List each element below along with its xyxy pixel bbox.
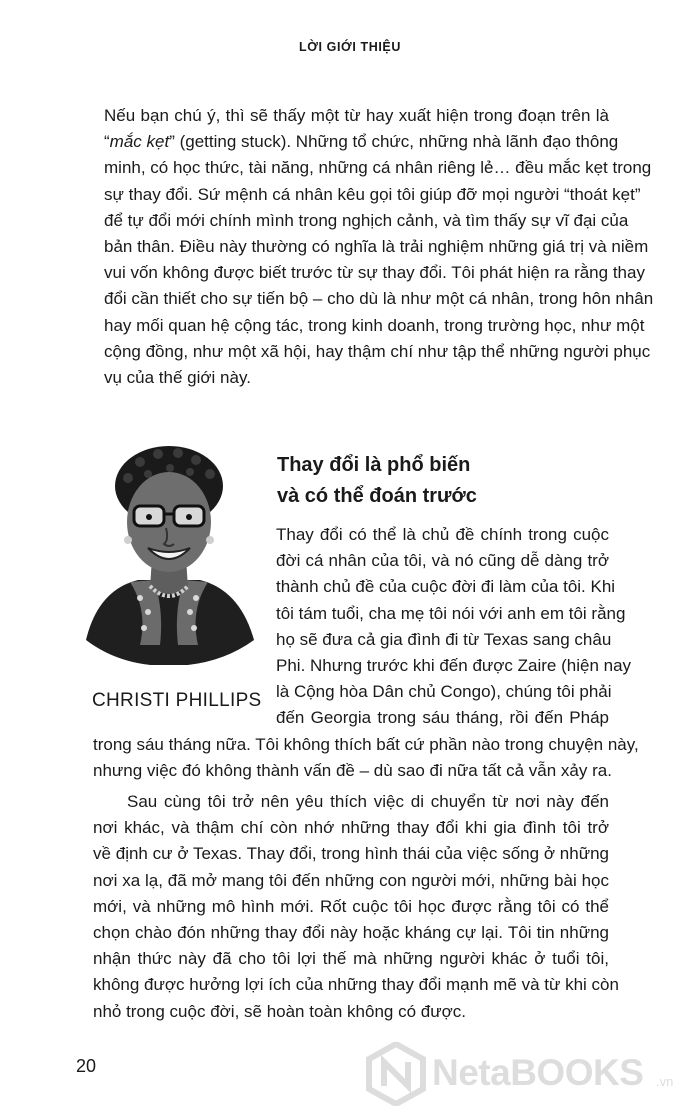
text-line: họ sẽ đưa cả gia đình đi từ Texas sang châu (276, 629, 612, 649)
text-line: Thay đổi có thể là chủ đề chính trong cuộc (276, 525, 609, 544)
text-line: sự thay đổi. Sứ mệnh cá nhân kêu gọi tôi giúp đỡ mọi người “thoát kẹt” (104, 184, 641, 204)
author-portrait (78, 440, 260, 665)
story-paragraph (276, 522, 632, 732)
text-line: nhỏ trong cuộc đời, sẽ hoàn toàn không có được. (93, 1001, 466, 1021)
italic-term: mắc kẹt (109, 132, 170, 152)
text-line: vui vốn không được biết trước từ sự thay đổi. Tôi phát hiện ra rằng thay (104, 263, 645, 283)
text-line: nhưng việc đó không thành vấn đề – dù sao đi nữa tất cả vẫn xảy ra. (93, 761, 612, 781)
author-name: CHRISTI PHILLIPS (92, 690, 262, 711)
text-line: nhận thức này đã cho tôi lợi thế mà những người khác ở tuổi tôi, (93, 949, 609, 969)
section-title-line: và có thể đoán trước (277, 485, 477, 507)
text-line: đời cá nhân của tôi, và nó cũng dễ dàng trở (276, 551, 609, 571)
text-line: để tự đổi mới chính mình trong nghịch cảnh, và tìm thấy sự vĩ đại của (104, 210, 629, 230)
intro-paragraph (104, 103, 654, 391)
text-line: Sau cùng tôi trở nên yêu thích việc di chuyển từ nơi này đến (127, 792, 609, 811)
page-number: 20 (76, 1056, 97, 1076)
text-line: thành chủ đề của cuộc đời đi làm của tôi. Khi (276, 577, 616, 597)
text-line: nơi khác, và thậm chí còn nhớ những thay đổi khi gia đình tôi trở (93, 818, 609, 838)
watermark-logo-icon (366, 1042, 426, 1106)
text-line: “mắc kẹt” (getting stuck). Những tổ chức, những nhà lãnh đạo thông (104, 132, 619, 152)
text-line: không được hưởng lợi ích của những thay đổi mạnh mẽ và từ khi còn (93, 975, 619, 995)
text-line: về định cư ở Texas. Thay đổi, trong hình thái của việc sống ở những (93, 844, 609, 864)
watermark (366, 1040, 696, 1110)
reflection-paragraph (93, 789, 619, 1025)
text-line: hay mối quan hệ cộng tác, trong kinh doanh, trong trường học, như một (104, 315, 645, 335)
text-line: tôi tám tuổi, cha mẹ tôi nói với anh em tôi rằng (276, 603, 626, 623)
text-line: là Cộng hòa Dân chủ Congo), chúng tôi phải (276, 682, 612, 702)
section-title (277, 450, 477, 512)
text-line: bản thân. Điều này thường có nghĩa là trải nghiệm những giá trị và niềm (104, 236, 649, 256)
watermark-text: NetaBOOKS (432, 1052, 644, 1093)
text-line: mới, và những mô hình mới. Rốt cuộc tôi học được rằng tôi có thể (93, 896, 609, 916)
text-line: vụ của thế giới này. (104, 367, 251, 387)
text-line: trong sáu tháng nữa. Tôi không thích bất cứ phần nào trong chuyện này, (93, 735, 639, 754)
watermark-suffix: .vn (656, 1074, 674, 1089)
text-line: Phi. Nhưng trước khi đến được Zaire (hiện nay (276, 655, 632, 675)
running-head: LỜI GIỚI THIỆU (299, 40, 401, 54)
section-title-line: Thay đổi là phổ biến (277, 454, 471, 476)
text-line: chọn chào đón những thay đổi này hoặc kháng cự lại. Tôi tin những (93, 922, 609, 942)
text-line: Nếu bạn chú ý, thì sẽ thấy một từ hay xuất hiện trong đoạn trên là (104, 106, 609, 125)
text-line: cộng đồng, như một xã hội, hay thậm chí như tập thể những người phục (104, 341, 651, 361)
text-line: đổi cần thiết cho sự tiến bộ – cho dù là như một cá nhân, trong hôn nhân (104, 289, 654, 309)
story-paragraph-continued (93, 732, 639, 784)
text-line: đến Georgia trong sáu tháng, rồi đến Pháp (276, 708, 609, 728)
text-line: nơi xa lạ, đã mở mang tôi đến những con người mới, những bài học (93, 870, 609, 890)
text-line: minh, có học thức, tài năng, những cá nhân riêng lẻ… đều mắc kẹt trong (104, 158, 652, 178)
